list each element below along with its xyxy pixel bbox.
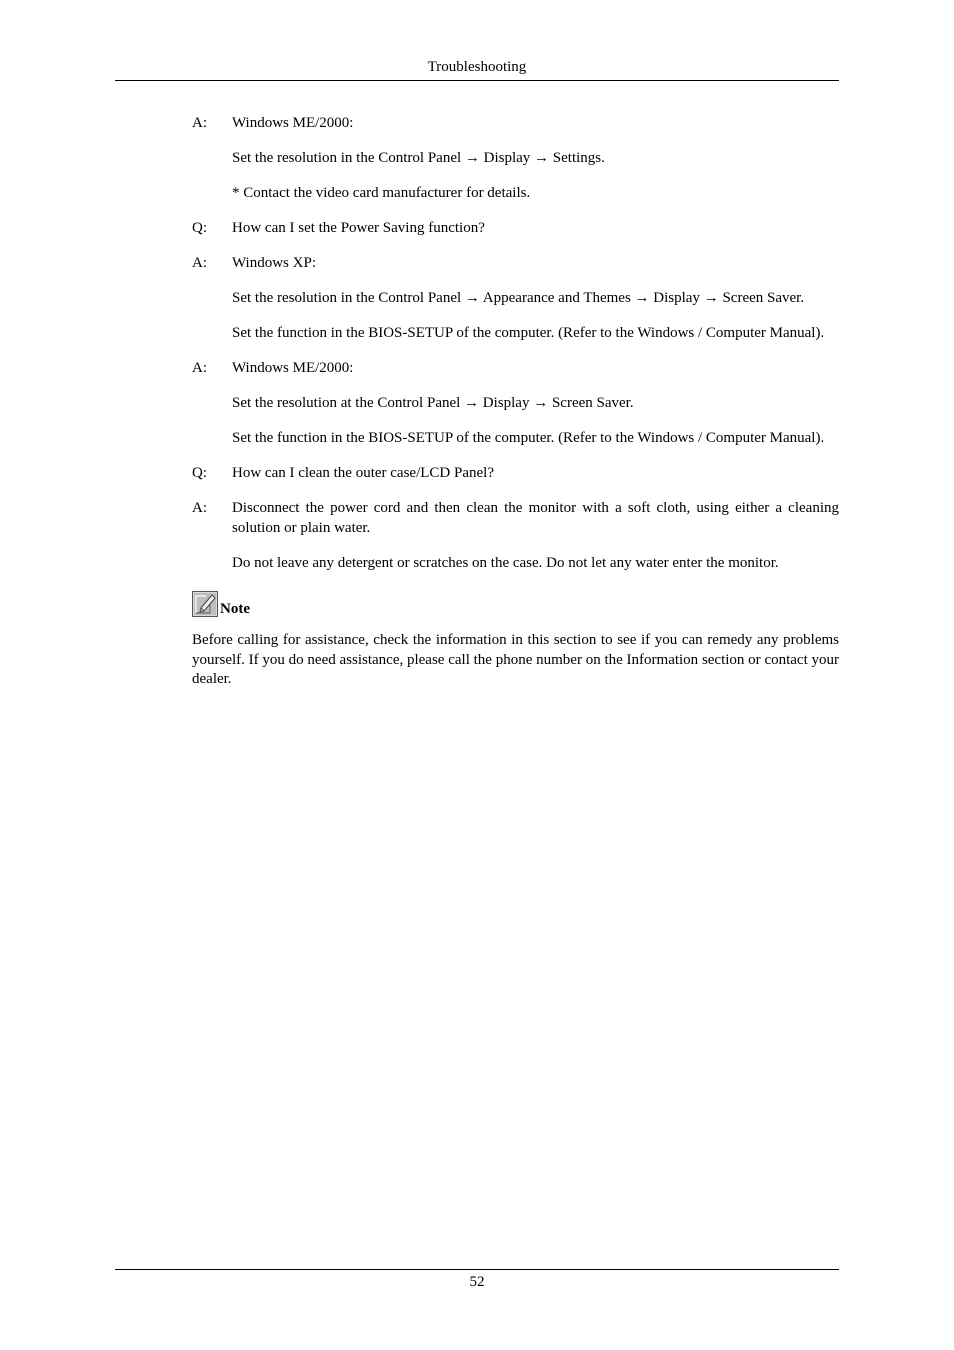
question-row: [192, 464, 839, 484]
answer-row: [192, 359, 839, 379]
header-rule: [115, 80, 839, 81]
qa-text: How can I set the Power Saving function?: [232, 220, 485, 236]
answer-detail: Do not leave any detergent or scratches on the case. Do not let any water enter the monitor.: [232, 554, 779, 571]
qa-text: Windows ME/2000:: [232, 360, 354, 376]
answer-detail: * Contact the video card manufacturer for details.: [232, 185, 531, 201]
qa-label: A:: [192, 255, 207, 271]
qa-label: A:: [192, 115, 207, 131]
qa-text: How can I clean the outer case/LCD Panel?: [232, 465, 494, 481]
answer-row: [192, 499, 839, 538]
answer-row: [192, 114, 839, 134]
qa-text: Windows ME/2000:: [232, 115, 354, 131]
answer-row: [192, 254, 839, 274]
note-heading: [192, 590, 839, 617]
page-number: 52: [469, 1274, 485, 1290]
question-row: [192, 219, 839, 239]
qa-text: Disconnect the power cord and then clean the monitor with a soft cloth, using either a cleaning solution or plain water.: [232, 500, 839, 536]
note-icon: [192, 591, 218, 617]
note-body: Before calling for assistance, check the information in this section to see if you can remedy any problems yourself. If you do need assistance, please call the phone number on the Information section or contact your dealer.: [192, 632, 839, 687]
answer-detail: Set the function in the BIOS-SETUP of the computer. (Refer to the Windows / Computer Manual).: [232, 430, 825, 446]
note-label: Note: [220, 601, 250, 617]
page-content: [192, 114, 839, 690]
qa-label: A:: [192, 500, 207, 516]
qa-text: Windows XP:: [232, 255, 316, 271]
qa-label: A:: [192, 360, 207, 376]
answer-detail: Set the resolution in the Control Panel → Display → Settings.: [232, 150, 605, 166]
qa-label: Q:: [192, 465, 207, 481]
answer-detail: Set the function in the BIOS-SETUP of the computer. (Refer to the Windows / Computer Manual).: [232, 325, 825, 341]
qa-label: Q:: [192, 220, 207, 236]
footer-rule: [115, 1269, 839, 1270]
answer-detail: Set the resolution in the Control Panel → Appearance and Themes → Display → Screen Saver.: [232, 290, 805, 306]
page-header-title: Troubleshooting: [427, 59, 527, 75]
answer-detail: Set the resolution at the Control Panel → Display → Screen Saver.: [232, 395, 634, 411]
